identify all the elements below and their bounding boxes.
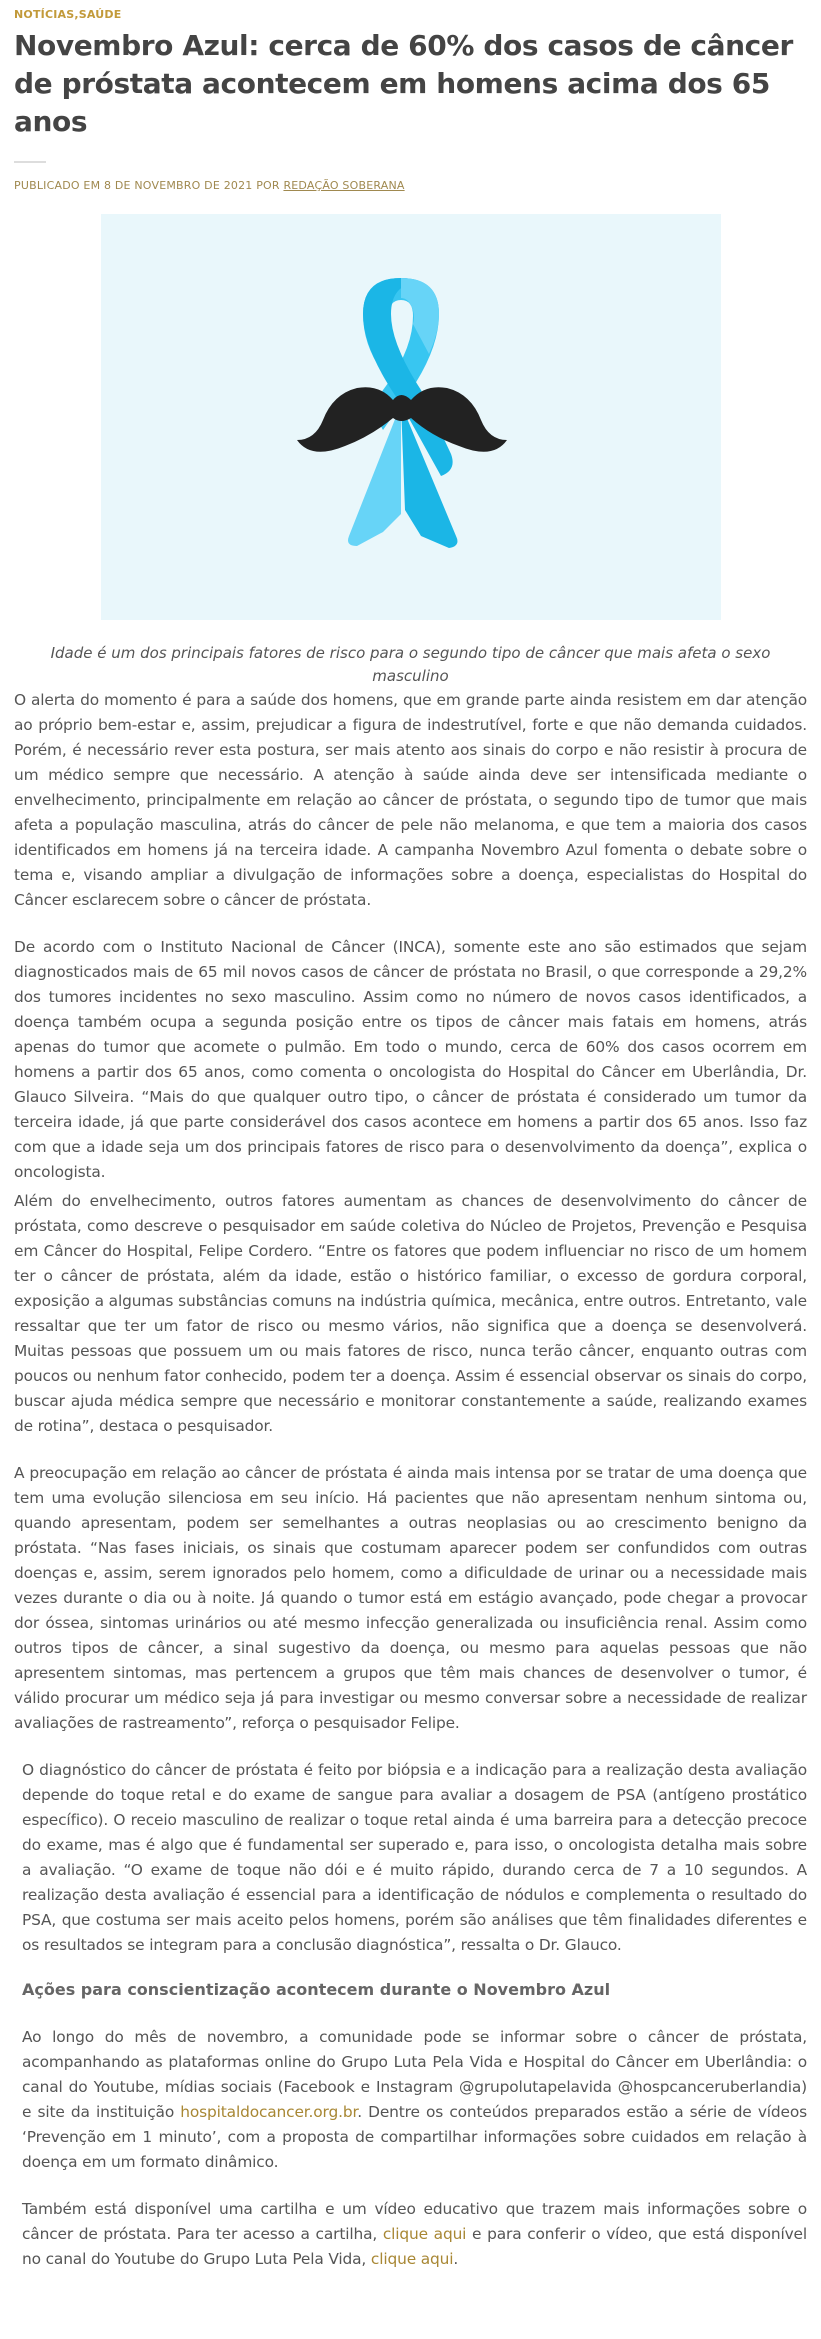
paragraph-7-text-c: .: [453, 2250, 459, 2268]
category-link-saude[interactable]: SAÚDE: [78, 8, 122, 21]
paragraph-7-text-b: e para conferir o vídeo, que está disponível no canal do Youtube do Grupo Luta Pela Vida,: [22, 2225, 807, 2268]
paragraph-3: Além do envelhecimento, outros fatores aumentam as chances de desenvolvimento do câncer de próstata, como descreve o pesquisador em saúde coletiva do Núcleo de Projetos, Prevenção e Pesquisa em Câncer do Hospital, Felipe Cordero. “Entre os fatores que podem influenciar no risco de um homem ter o câncer de próstata, além da idade, estão o histórico familiar, o excesso de gordura corporal, exposição a algumas substâncias comuns na indústria química, mecânica, entre outros. Entretanto, vale ressaltar que ter um fator de risco ou mesmo vários, não significa que a doença se desenvolverá. Muitas pessoas que possuem um ou mais fatores de risco, nunca terão câncer, enquanto outras com poucos ou nenhum fator conhecido, podem ter a doença. Assim é essencial observar os sinais do corpo, buscar ajuda médica sempre que necessário e monitorar constantemente a saúde, realizando exames de rotina”, destaca o pesquisador.: [14, 1192, 807, 1435]
section-heading: Ações para conscientização acontecem durante o Novembro Azul: [22, 1980, 611, 1999]
post-meta: [14, 179, 807, 192]
category-separator: ,: [74, 8, 79, 21]
blue-ribbon-mustache-icon: [101, 214, 721, 620]
paragraph-6-text-b: . Dentre os conteúdos preparados estão a série de vídeos ‘Prevenção em 1 minuto’, com a proposta de compartilhar informações sobre cuidados em relação à doença em um formato dinâmico.: [22, 2103, 807, 2171]
paragraph-2: De acordo com o Instituto Nacional de Câncer (INCA), somente este ano são estimados que sejam diagnosticados mais de 65 mil novos casos de câncer de próstata no Brasil, o que corresponde a 29,2% dos tumores incidentes no sexo masculino. Assim como no número de novos casos identificados, a doença também ocupa a segunda posição entre os tipos de câncer mais fatais em homens, atrás apenas do tumor que acomete o pulmão. Em todo o mundo, cerca de 60% dos casos ocorrem em homens a partir dos 65 anos, como comenta o oncologista do Hospital do Câncer em Uberlândia, Dr. Glauco Silveira. “Mais do que qualquer outro tipo, o câncer de próstata é considerado um tumor da terceira idade, já que parte considerável dos casos acontece em homens a partir dos 65 anos. Isso faz com que a idade seja um dos principais fatores de risco para o desenvolvimento da doença”, explica o oncologista.: [14, 938, 807, 1181]
image-caption: Idade é um dos principais fatores de risco para o segundo tipo de câncer que mais afeta o sexo masculino: [50, 644, 771, 685]
article-title: Novembro Azul: cerca de 60% dos casos de câncer de próstata acontecem em homens acima dos 65 anos: [14, 29, 793, 138]
featured-image: [101, 214, 721, 620]
category-list: [14, 0, 807, 21]
paragraph-6: [14, 2025, 807, 2175]
paragraph-7-text-a: Também está disponível uma cartilha e um vídeo educativo que trazem mais informações sobre o câncer de próstata. Para ter acesso a cartilha,: [22, 2200, 807, 2243]
category-link-noticias[interactable]: NOTÍCIAS: [14, 8, 75, 21]
paragraph-1: O alerta do momento é para a saúde dos homens, que em grande parte ainda resistem em dar atenção ao próprio bem-estar e, assim, prejudicar a figura de indestrutível, forte e que não demanda cuidados. Porém, é necessário rever esta postura, ser mais atento aos sinais do corpo e não resistir à procura de um médico sempre que necessário. A atenção à saúde ainda deve ser intensificada mediante o envelhecimento, principalmente em relação ao câncer de próstata, o segundo tipo de tumor que mais afeta a população masculina, atrás do câncer de pele não melanoma, e que tem a maioria dos casos identificados em homens já na terceira idade. A campanha Novembro Azul fomenta o debate sobre o tema e, visando ampliar a divulgação de informações sobre a doença, especialistas do Hospital do Câncer esclarecem sobre o câncer de próstata.: [14, 691, 807, 909]
video-link[interactable]: clique aqui: [370, 2250, 454, 2268]
paragraph-4: A preocupação em relação ao câncer de próstata é ainda mais intensa por se tratar de uma doença que tem uma evolução silenciosa em seu início. Há pacientes que não apresentam nenhum sintoma ou, quando apresentam, podem ser semelhantes a outras neoplasias ou ao crescimento benigno da próstata. “Nas fases iniciais, os sinais que costumam aparecer podem ser confundidos com outras doenças e, assim, serem ignorados pelo homem, como a dificuldade de urinar ou a necessidade mais vezes durante o dia ou à noite. Já quando o tumor está em estágio avançado, pode chegar a provocar dor óssea, sintomas urinários ou até mesmo infecção generalizada ou insuficiência renal. Assim como outros tipos de câncer, a sinal sugestivo da doença, ou mesmo para aquelas pessoas que não apresentem sintomas, mas pertencem a grupos que têm mais chances de desenvolver o tumor, é válido procurar um médico seja já para investigar ou mesmo conversar sobre a necessidade de realizar avaliações de rastreamento”, reforça o pesquisador Felipe.: [14, 1464, 807, 1732]
paragraph-5: O diagnóstico do câncer de próstata é feito por biópsia e a indicação para a realização desta avaliação depende do toque retal e do exame de sangue para avaliar a dosagem de PSA (antígeno prostático específico). O receio masculino de realizar o toque retal ainda é uma barreira para a detecção precoce do exame, mas é algo que é fundamental ser superado e, para isso, o oncologista detalha mais sobre a avaliação. “O exame de toque não dói e é muito rápido, durando cerca de 7 a 10 segundos. A realização desta avaliação é essencial para a identificação de nódulos e complementa o resultado do PSA, que costuma ser mais aceito pelos homens, porém são análises que têm finalidades diferentes e os resultados se integram para a conclusão diagnóstica”, ressalta o Dr. Glauco.: [22, 1761, 807, 1954]
paragraph-6-text-a: Ao longo do mês de novembro, a comunidade pode se informar sobre o câncer de próstata, acompanhando as plataformas online do Grupo Luta Pela Vida e Hospital do Câncer em Uberlândia: o canal do Youtube, mídias sociais (Facebook e Instagram @grupolutapelavida @hospcanceruberlandia) e site da instituição: [22, 2028, 807, 2121]
article-body: [14, 688, 807, 2272]
author-link[interactable]: REDAÇÃO SOBERANA: [283, 179, 405, 192]
post-date: PUBLICADO EM 8 DE NOVEMBRO DE 2021 POR: [14, 179, 284, 192]
title-divider: [14, 161, 46, 163]
paragraph-7: [14, 2197, 807, 2272]
hospital-site-link[interactable]: hospitaldocancer.org.br: [180, 2103, 358, 2121]
booklet-link[interactable]: clique aqui: [382, 2225, 467, 2243]
